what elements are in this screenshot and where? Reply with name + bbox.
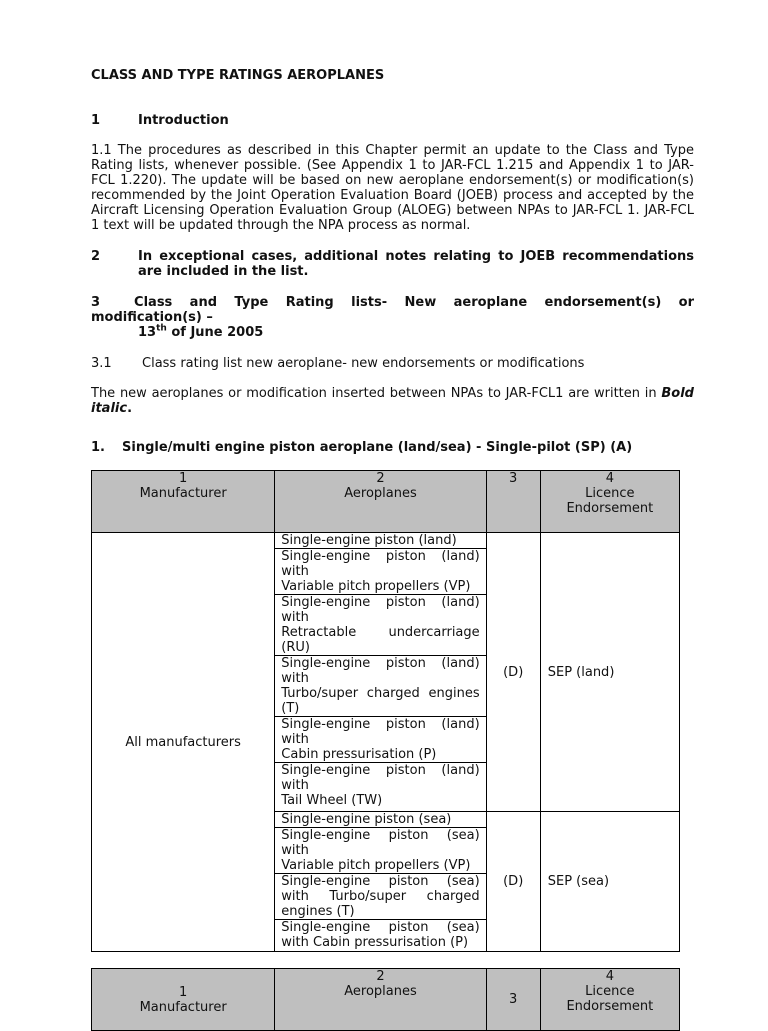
list-1-title: Single/multi engine piston aeroplane (land/sea) - Single-pilot (SP) (A) xyxy=(122,440,633,455)
section-3-number: 3 xyxy=(91,295,101,310)
header-aeroplanes: 2 Aeroplanes xyxy=(275,969,486,1031)
section-3-line: modification(s) – xyxy=(91,310,213,325)
date-day: 13 xyxy=(138,325,157,340)
land-endorsement-cell: SEP (land) xyxy=(540,533,679,812)
subsection-3-1-text: Class rating list new aeroplane- new endorsements or modifications xyxy=(142,356,585,371)
header-class: 3 xyxy=(486,969,540,1031)
section-2-text xyxy=(138,249,694,279)
date-suffix: th xyxy=(156,323,167,334)
aeroplane-entry: Single-engine piston (sea) xyxy=(275,812,485,828)
header-aeroplanes: 2 Aeroplanes xyxy=(275,471,486,533)
aeroplane-entry: Single-engine piston (sea) with Turbo/super charged engines (T) xyxy=(275,874,485,920)
intro-paragraph xyxy=(91,143,694,233)
note-bold-italic: italic xyxy=(91,401,128,416)
aeroplane-entry: Single-engine piston (sea) with Variable pitch propellers (VP) xyxy=(275,828,485,874)
aeroplane-entry: Single-engine piston (land) with Variable pitch propellers (VP) xyxy=(275,549,485,595)
aeroplane-entry: Single-engine piston (land) with Retractable undercarriage (RU) xyxy=(275,595,485,656)
land-class-cell: (D) xyxy=(486,533,540,812)
section-3-date xyxy=(138,325,263,340)
section-2-number: 2 xyxy=(91,249,101,264)
sea-endorsement-cell: SEP (sea) xyxy=(540,812,679,952)
sea-aeroplanes-cell xyxy=(275,812,486,952)
section-1-number: 1 xyxy=(91,113,101,128)
section-1-title: Introduction xyxy=(138,113,229,128)
subsection-3-1-number: 3.1 xyxy=(91,356,112,371)
aeroplane-entry: Single-engine piston (land) with Tail Wheel (TW) xyxy=(281,763,480,808)
note-bold-italic: Bold xyxy=(661,386,694,401)
intro-line: FCL 1.220). The update will be based on new aeroplane endorsement(s) or modification(s) xyxy=(91,173,694,188)
section-3-line: Class and Type Rating lists- New aeroplane endorsement(s) or xyxy=(134,295,694,310)
second-rating-table xyxy=(91,968,680,1031)
intro-line: 1.1 The procedures as described in this Chapter permit an update to the Class and Type xyxy=(91,143,694,158)
table-header-row xyxy=(92,969,680,1031)
header-licence-endorsement: 4 Licence Endorsement xyxy=(540,969,679,1031)
table-row-land xyxy=(92,533,680,812)
header-manufacturer: 1 Manufacturer xyxy=(92,471,275,533)
intro-line: 1 text will be updated through the NPA process as normal. xyxy=(91,218,471,233)
aeroplane-entry: Single-engine piston (sea) with Cabin pressurisation (P) xyxy=(281,920,480,950)
intro-line: Aircraft Licensing Operation Evaluation Group (ALOEG) between NPAs to JAR-FCL 1. JAR-FCL xyxy=(91,203,694,218)
header-licence-endorsement: 4 Licence Endorsement xyxy=(540,471,679,533)
note-period: . xyxy=(127,401,133,416)
aeroplane-entry: Single-engine piston (land) xyxy=(275,533,485,549)
note-text: The new aeroplanes or modification inserted between NPAs to JAR-FCL1 are written in xyxy=(91,386,662,401)
intro-line: recommended by the Joint Operation Evaluation Board (JOEB) process and accepted by the xyxy=(91,188,694,203)
list-1-number: 1. xyxy=(91,440,105,455)
bold-italic-note xyxy=(91,386,694,416)
aeroplane-entry: Single-engine piston (land) with Turbo/super charged engines (T) xyxy=(275,656,485,717)
section-2-line: In exceptional cases, additional notes relating to JOEB recommendations xyxy=(138,249,694,264)
intro-line: Rating lists, whenever possible. (See Appendix 1 to JAR-FCL 1.215 and Appendix 1 to JAR- xyxy=(91,158,694,173)
table-header-row xyxy=(92,471,680,533)
section-2-line: are included in the list. xyxy=(138,264,309,279)
header-manufacturer: 1 Manufacturer xyxy=(92,969,275,1031)
class-rating-table xyxy=(91,470,680,952)
manufacturer-cell: All manufacturers xyxy=(92,533,275,952)
aeroplane-entry: Single-engine piston (land) with Cabin pressurisation (P) xyxy=(275,717,485,763)
sea-class-cell: (D) xyxy=(486,812,540,952)
date-rest: of June 2005 xyxy=(166,325,264,340)
section-3-heading xyxy=(91,295,694,325)
document-title: CLASS AND TYPE RATINGS AEROPLANES xyxy=(91,68,385,83)
header-class: 3 xyxy=(486,471,540,533)
land-aeroplanes-cell xyxy=(275,533,486,812)
